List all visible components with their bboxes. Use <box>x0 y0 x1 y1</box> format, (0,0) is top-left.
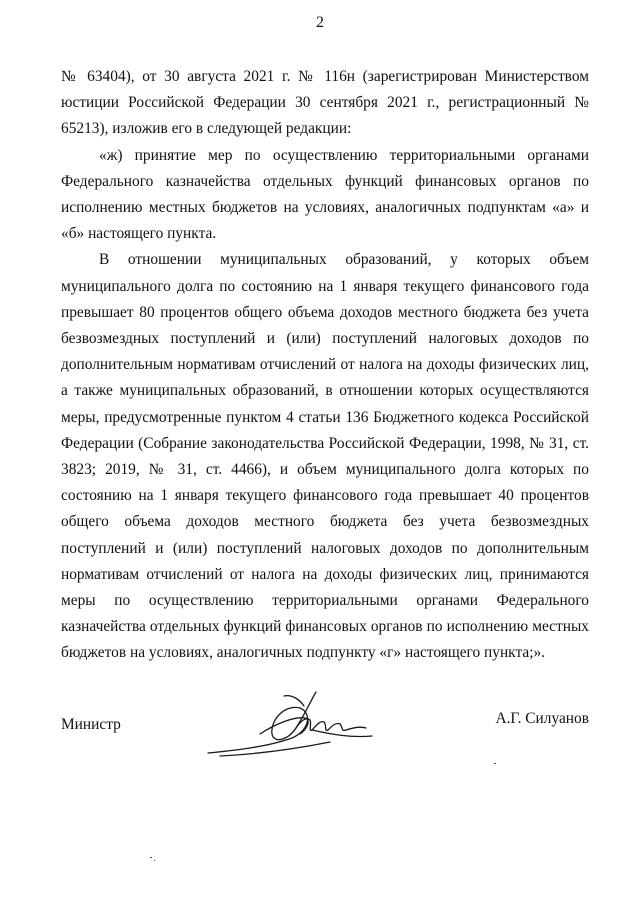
page-number: 2 <box>316 14 324 31</box>
handwritten-signature <box>200 678 380 768</box>
signatory-name: А.Г. Силуанов <box>495 710 589 727</box>
paragraph-continuation: № 63404), от 30 августа 2021 г. № 116н (зарегистрирован Министерством юстиции Российской Федерации 30 сентября 2021 г., регистрационный № 65213), изложив его в следующей редакции: <box>61 68 589 138</box>
scan-speck <box>150 857 152 858</box>
paragraph-municipal-debt: В отношении муниципальных образований, у которых объем муниципального долга по состоянию на 1 января текущего финансового года превышает 80 процентов общего объема доходов местного бюджета без учета безвозмездных поступлений и (или) поступлений налоговых доходов по дополнительным нормативам отчислений от налога на доходы физических лиц, а также муниципальных образований, в отношении которых осуществляются меры, предусмотренные пунктом 4 статьи 136 Бюджетного кодекса Российской Федерации (Собрание законодательства Российской Федерации, 1998, № 31, ст. 3823; 2019, № 31, ст. 4466), и объем муниципального долга которых по состоянию на 1 января текущего финансового года превышает 40 процентов общего объема доходов местного бюджета без учета безвозмездных поступлений и (или) поступлений налоговых доходов по дополнительным нормативам отчислений от налога на доходы физических лиц, принимаются меры по осуществлению территориальными органами Федерального казначейства отдельных функций финансовых органов по исполнению местных бюджетов на условиях, аналогичных подпункту «г» настоящего пункта;». <box>61 251 589 662</box>
scan-speck <box>494 763 496 764</box>
document-body <box>61 64 589 667</box>
scan-speck <box>154 860 155 861</box>
paragraph-subpoint-zh: «ж) принятие мер по осуществлению территориальными органами Федерального казначейства отдельных функций финансовых органов по исполнению местных бюджетов на условиях, аналогичных подпунктам «а» и «б» настоящего пункта. <box>61 146 589 243</box>
signatory-title: Министр <box>61 716 121 733</box>
